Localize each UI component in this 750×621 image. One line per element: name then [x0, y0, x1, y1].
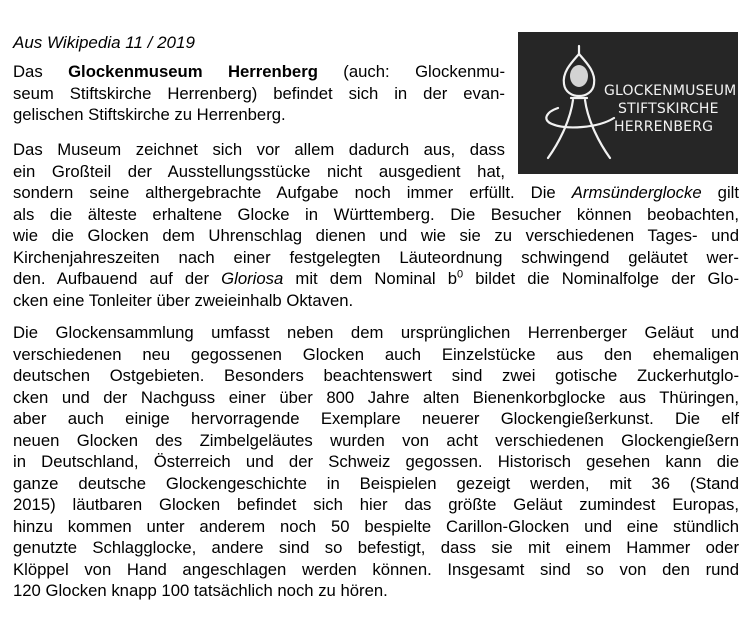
- text-run: gilt: [701, 183, 739, 202]
- text-run: bildet die Nominalfolge der Glo-: [463, 269, 740, 288]
- bell-name: Gloriosa: [221, 269, 284, 288]
- text-run: sondern seine althergebrachte Aufgabe noch immer erfüllt. Die: [13, 183, 572, 202]
- text-line: als die älteste erhaltene Glocke in Württemberg. Die Besucher können beobachten,: [13, 204, 739, 224]
- text-line: cken und der Nachguss einer über 800 Jahre alten Bienenkorbglocke aus Thüringen,: [13, 387, 739, 407]
- logo-line-3: HERRENBERG: [614, 119, 714, 135]
- text-line: in Deutschland, Österreich und der Schweiz gegossen. Historisch gesehen kann die: [13, 452, 739, 471]
- text-run: den. Aufbauend auf der: [13, 269, 222, 288]
- paragraph-collection: [13, 322, 739, 602]
- text-line: [13, 61, 505, 83]
- text-run: mit dem Nominal b: [283, 269, 458, 288]
- text-line: Klöppel von Hand angeschlagen werden können. Insgesamt sind so von den rund: [13, 559, 739, 579]
- text-line: Das Museum zeichnet sich vor allem dadurch aus, dass: [13, 140, 505, 159]
- text-line: aber auch einige hervorragende Exemplare neuerer Glockengießerkunst. Die elf: [13, 409, 739, 428]
- text-line: [13, 268, 739, 290]
- text-line: cken eine Tonleiter über zweieinhalb Oktaven.: [13, 290, 354, 310]
- museum-name: Glockenmuseum Herrenberg: [68, 62, 318, 81]
- text-line: gelischen Stiftskirche zu Herrenberg.: [13, 105, 286, 124]
- text-line: verschiedenen neu gegossenen Glocken auch Einzelstücke aus den ehemaligen: [13, 344, 739, 364]
- bell-name: Armsünderglocke: [571, 183, 702, 202]
- logo-line-2: STIFTSKIRCHE: [618, 101, 719, 117]
- text-line: ganze deutsche Glockengeschichte in Beispielen gezeigt werden, mit 36 (Stand: [13, 473, 739, 493]
- text-line: wie die Glocken dem Uhrenschlag dienen und wie sie zu verschiedenen Tages- und: [13, 226, 739, 245]
- paragraph-museum: [13, 139, 739, 311]
- text-line: neuen Glocken des Zimbelgeläutes wurden von acht verschiedenen Glockengießern: [13, 430, 739, 450]
- text-run: Das: [13, 62, 69, 81]
- text-line: Kirchenjahreszeiten nach einer festgelegten Läuteordnung schwingend geläutet wer-: [13, 247, 739, 267]
- text-line: 2015) läutbaren Glocken befindet sich hier das größte Geläut zumindest Europas,: [13, 495, 739, 514]
- text-line: 120 Glocken knapp 100 tatsächlich noch zu hören.: [13, 581, 388, 600]
- logo-wordmark: [604, 82, 738, 136]
- text-line: deutschen Ostgebieten. Besonders beachtenswert sind zwei gotische Zuckerhutglo-: [13, 366, 739, 385]
- text-line: seum Stiftskirche Herrenberg) befindet sich in der evan-: [13, 83, 505, 103]
- text-line: ein Großteil der Ausstellungsstücke nicht ausgedient hat,: [13, 161, 505, 181]
- superscript: 0: [457, 268, 464, 281]
- text-line: [13, 182, 739, 204]
- logo-line-1: GLOCKENMUSEUM: [604, 83, 737, 99]
- text-run: (auch: Glockenmu-: [317, 62, 506, 81]
- text-line: hinzu kommen unter anderem noch 50 bespielte Carillon-Glocken und eine stündlich: [13, 516, 739, 536]
- paragraph-intro: [13, 61, 505, 126]
- text-line: genutzte Schlagglocke, andere sind so befestigt, dass sie mit einem Hammer oder: [13, 538, 739, 557]
- text-line: Die Glockensammlung umfasst neben dem ursprünglichen Herrenberger Geläut und: [13, 323, 739, 342]
- source-note: Aus Wikipedia 11 / 2019: [13, 33, 195, 52]
